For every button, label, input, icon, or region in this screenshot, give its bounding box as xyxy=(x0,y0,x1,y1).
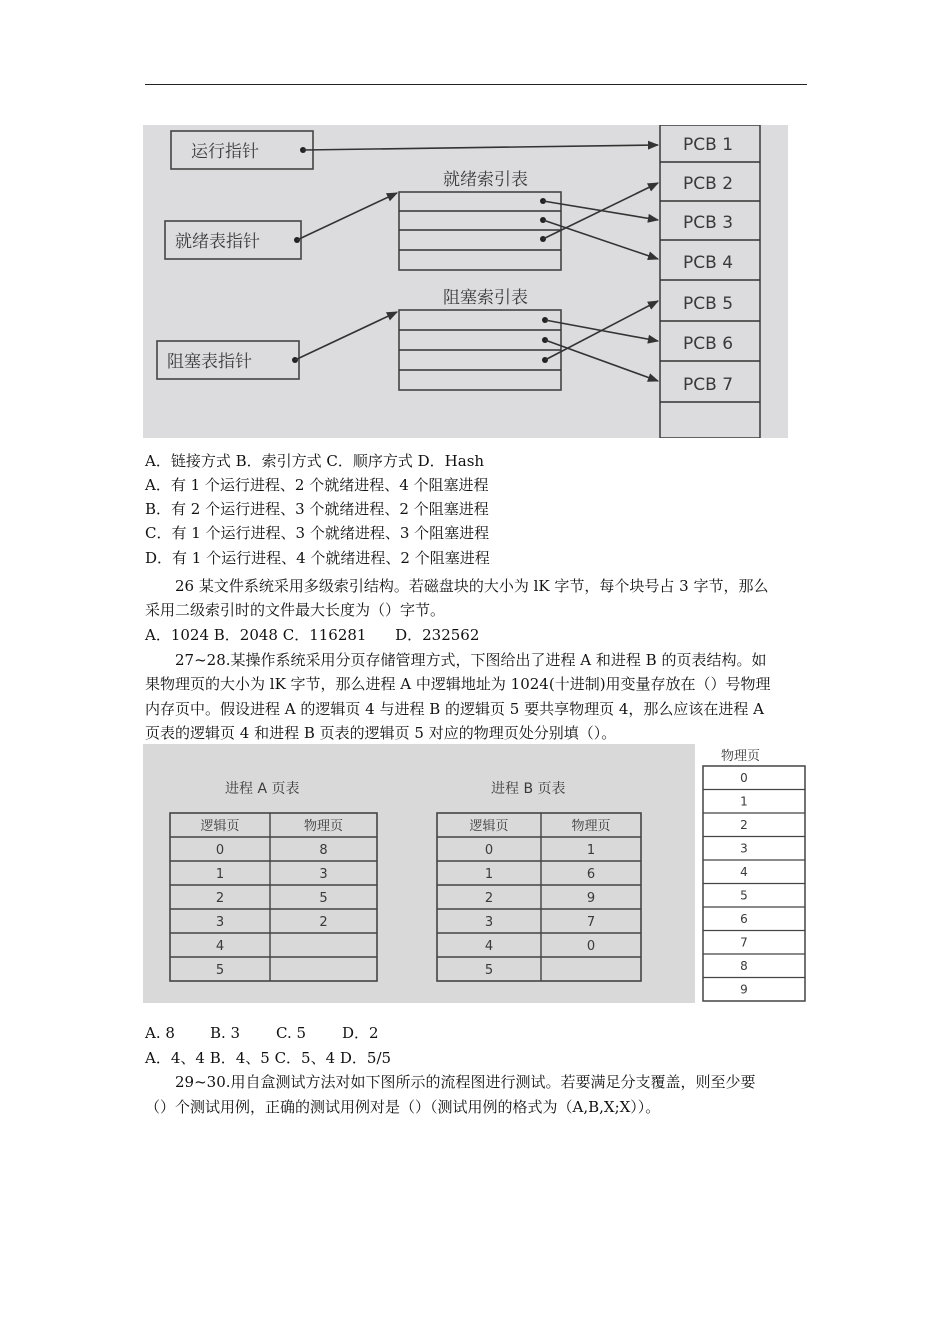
pcb-5-label: PCB 5 xyxy=(683,294,734,314)
ready-index-table xyxy=(399,192,561,270)
blocked-index-title: 阻塞索引表 xyxy=(443,288,528,308)
q28-option-c: C. 5 xyxy=(276,1024,307,1042)
table-b-logical-cell: 4 xyxy=(484,939,494,954)
physical-page-number: 0 xyxy=(740,771,748,785)
q27-line-1: 27~28.某操作系统采用分页存储管理方式，下图给出了进程 A 和进程 B 的页表结构。如 xyxy=(175,651,767,669)
pcb-4-label: PCB 4 xyxy=(683,253,734,273)
table-a-header-physical: 物理页 xyxy=(303,819,344,834)
table-b-physical-cell: 7 xyxy=(586,915,596,930)
table-a-physical-cell: 2 xyxy=(319,915,328,930)
table-a-physical-cell: 8 xyxy=(319,843,328,858)
q25-options-a: A．链接方式 B．索引方式 C．顺序方式 D．Hash xyxy=(145,452,485,470)
q26-line-1: 26 某文件系统采用多级索引结构。若磁盘块的大小为 lK 字节，每个块号占 3 字节，那么 xyxy=(175,577,769,595)
blocked-index-table xyxy=(399,310,561,390)
physical-page-number: 1 xyxy=(740,794,748,809)
q25-option-line-d: D．有 1 个运行进程、4 个就绪进程、2 个阻塞进程 xyxy=(145,549,490,567)
q29-line-1: 29~30.用自盒测试方法对如下图所示的流程图进行测试。若要满足分支覆盖，则至少要 xyxy=(175,1073,756,1091)
q28-options-a xyxy=(145,1021,807,1045)
table-b-logical-cell: 1 xyxy=(484,867,494,882)
table-b-logical-cell: 2 xyxy=(484,891,494,906)
q28-option-d: D．2 xyxy=(342,1024,379,1042)
table-b-header-logical: 逻辑页 xyxy=(469,819,509,834)
table-a-logical-cell: 2 xyxy=(215,891,225,906)
q28-option-b: B. 3 xyxy=(210,1024,241,1042)
pcb-6-label: PCB 6 xyxy=(683,334,734,354)
table-b-logical-cell: 0 xyxy=(484,843,494,858)
q28-options-b: A．4、4 B．4、5 C．5、4 D．5/5 xyxy=(145,1049,392,1067)
physical-page-number: 9 xyxy=(740,982,748,997)
pcb-3-label: PCB 3 xyxy=(683,213,734,233)
pcb-7-label: PCB 7 xyxy=(683,375,734,395)
physical-page-number: 5 xyxy=(740,888,748,903)
physical-pages-title: 物理页 xyxy=(721,749,761,764)
physical-page-number: 7 xyxy=(740,935,748,950)
q25-option-line-b: B．有 2 个运行进程、3 个就绪进程、2 个阻塞进程 xyxy=(145,500,489,518)
physical-page-number: 3 xyxy=(740,841,748,856)
header-rule xyxy=(145,84,807,85)
table-a-physical-cell: 5 xyxy=(319,891,328,906)
table-b-header-physical: 物理页 xyxy=(571,819,611,834)
table-a-logical-cell: 5 xyxy=(215,963,225,978)
ready-pointer-label: 就绪表指针 xyxy=(175,232,260,252)
table-a-logical-cell: 3 xyxy=(215,915,225,930)
q25-option-line-a: A．有 1 个运行进程、2 个就绪进程、4 个阻塞进程 xyxy=(145,476,489,494)
table-b-logical-cell: 5 xyxy=(484,963,494,978)
q26-options: A．1024 B．2048 C．116281 D．232562 xyxy=(145,626,480,644)
table-b-physical-cell: 9 xyxy=(586,891,596,906)
pcb-2-label: PCB 2 xyxy=(683,174,734,194)
page-table-figure xyxy=(143,744,809,1003)
physical-page-number: 6 xyxy=(740,912,748,926)
blocked-pointer-label: 阻塞表指针 xyxy=(167,352,252,372)
table-b-logical-cell: 3 xyxy=(484,915,494,930)
table-a-title: 进程 A 页表 xyxy=(225,781,300,797)
pcb-1-label: PCB 1 xyxy=(683,135,734,155)
table-b-physical-cell: 1 xyxy=(586,843,596,858)
ready-index-title: 就绪索引表 xyxy=(443,170,528,190)
table-a-logical-cell: 4 xyxy=(215,939,225,954)
pcb-index-diagram xyxy=(143,125,788,438)
q29-line-2: （）个测试用例，正确的测试用例对是（）（测试用例的格式为（A,B,X;X））。 xyxy=(145,1098,661,1116)
q26-line-2: 采用二级索引时的文件最大长度为（）字节。 xyxy=(145,601,446,619)
q25-option-line-c: C．有 1 个运行进程、3 个就绪进程、3 个阻塞进程 xyxy=(145,524,490,542)
physical-page-number: 8 xyxy=(740,959,748,973)
q27-line-4: 页表的逻辑页 4 和进程 B 页表的逻辑页 5 对应的物理页处分别填（）。 xyxy=(145,724,617,742)
table-b-title: 进程 B 页表 xyxy=(491,781,566,797)
table-a-logical-cell: 0 xyxy=(215,843,225,858)
q27-line-3: 内存页中。假设进程 A 的逻辑页 4 与进程 B 的逻辑页 5 要共享物理页 4，那么应该在进程 A xyxy=(145,700,765,718)
table-b-physical-cell: 6 xyxy=(586,867,596,882)
physical-page-number: 2 xyxy=(740,818,748,832)
q28-option-a: A. 8 xyxy=(145,1024,175,1042)
running-pointer-label: 运行指针 xyxy=(191,142,259,162)
q27-line-2: 果物理页的大小为 lK 字节，那么进程 A 中逻辑地址为 1024(十进制)用变量存放在（）号物理 xyxy=(145,675,771,693)
table-b-physical-cell: 0 xyxy=(586,939,596,954)
table-a-logical-cell: 1 xyxy=(215,867,225,882)
physical-page-number: 4 xyxy=(740,865,748,879)
table-a-physical-cell: 3 xyxy=(319,867,328,882)
table-a-header-logical: 逻辑页 xyxy=(200,819,240,834)
